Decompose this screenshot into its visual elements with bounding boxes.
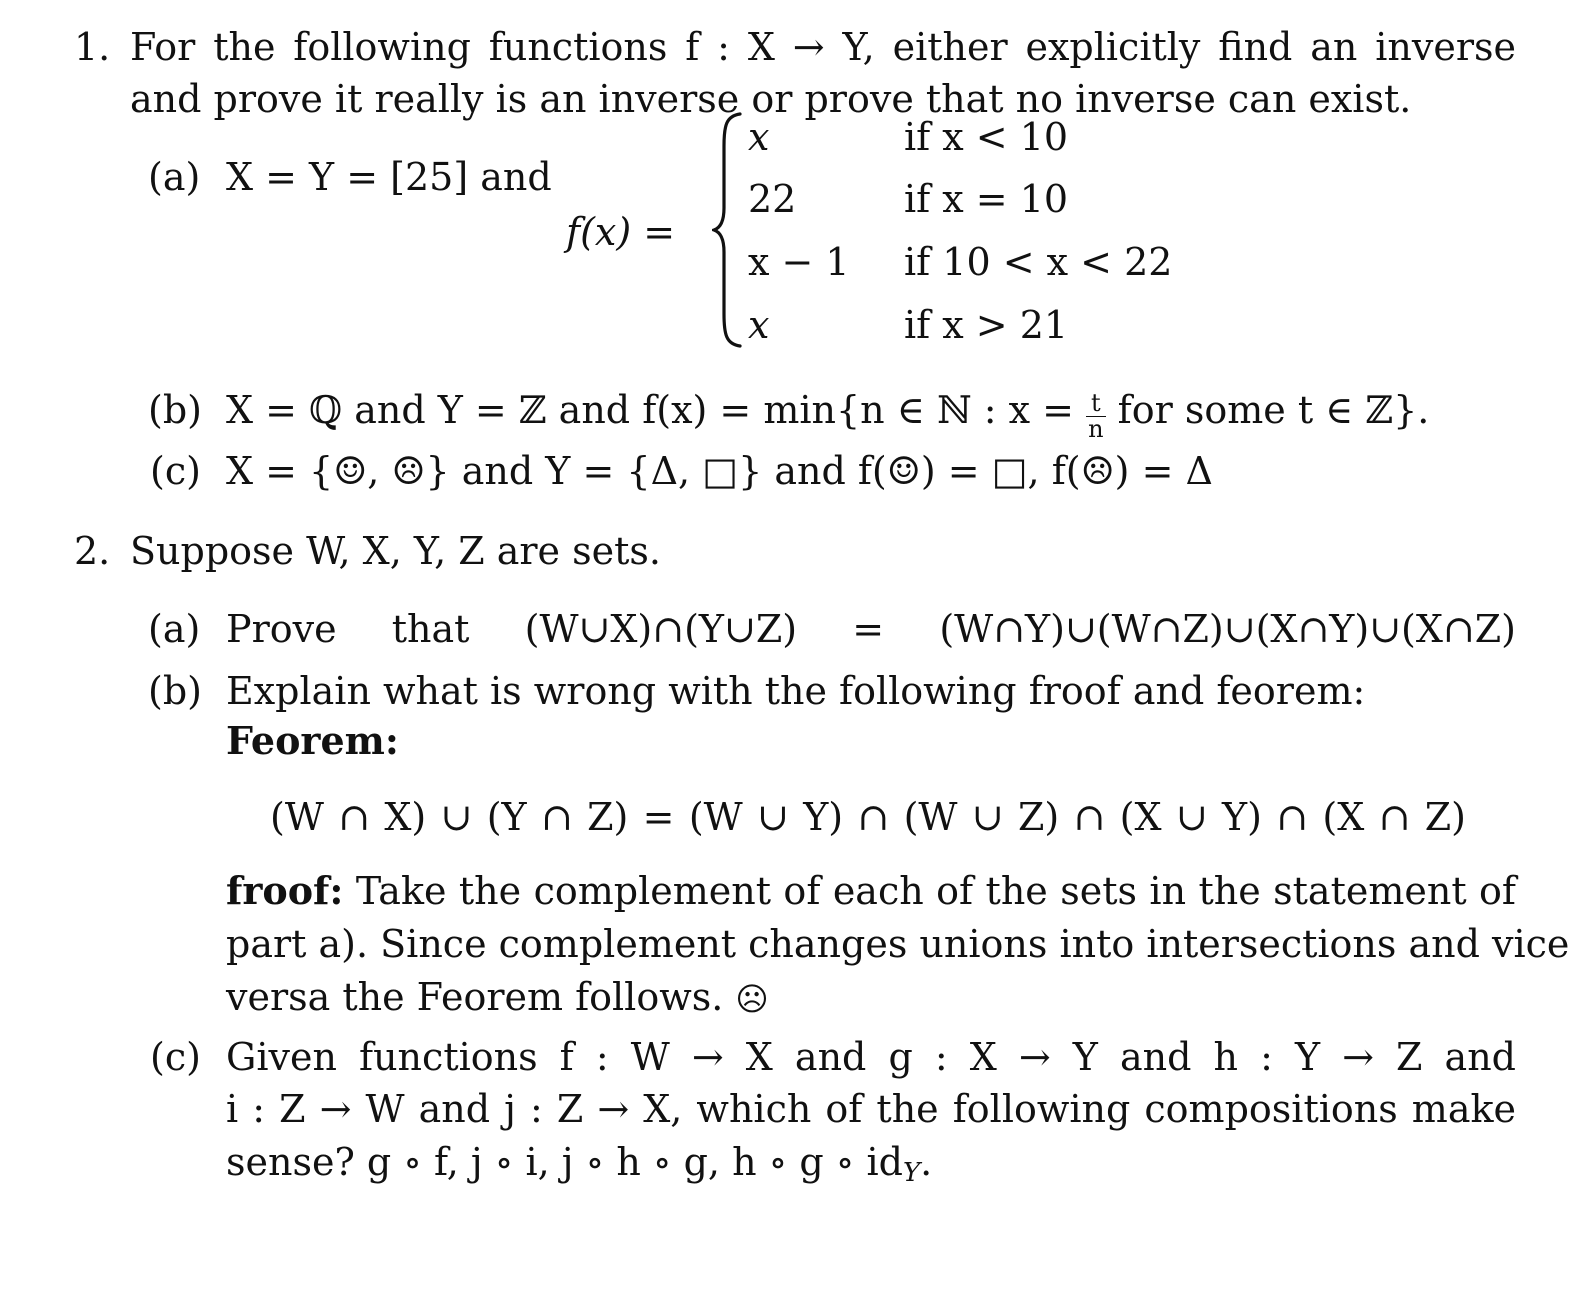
froof-line-3-text: versa the Feorem follows. xyxy=(226,975,724,1019)
fraction-t-over-n xyxy=(1086,391,1105,442)
froof-line-3 xyxy=(226,975,769,1019)
case-1-condition: if x < 10 xyxy=(904,115,1069,159)
problem-1-number: 1. xyxy=(74,25,111,69)
froof-line-1 xyxy=(226,868,1516,913)
problem-2-intro: Suppose W, X, Y, Z are sets. xyxy=(130,529,661,573)
case-2-condition: if x = 10 xyxy=(904,177,1069,221)
part-2c-line-3-text: sense? g ∘ f, j ∘ i, j ∘ h ∘ g, h ∘ g ∘ id xyxy=(226,1140,903,1184)
feorem-statement: (W ∩ X) ∪ (Y ∩ Z) = (W ∪ Y) ∩ (W ∪ Z) ∩ (X ∪ Y) ∩ (X ∩ Z) xyxy=(270,795,1466,839)
part-1b-text-after: for some t ∈ ℤ}. xyxy=(1117,388,1430,433)
piecewise-brace xyxy=(712,112,744,348)
part-2a-label: (a) xyxy=(148,607,201,651)
case-2-value: 22 xyxy=(748,177,797,221)
fraction-denominator: n xyxy=(1088,415,1104,444)
part-1a-text: X = Y = [25] and xyxy=(226,155,552,199)
part-1c-text: X = {☺, ☹} and Y = {Δ, □} and f(☺) = □, f(☹) = Δ xyxy=(226,449,1213,493)
part-1b-expression xyxy=(226,388,1430,444)
froof-label: froof: xyxy=(226,868,344,913)
part-1b-label: (b) xyxy=(148,388,202,432)
problem-1-intro-line-2: and prove it really is an inverse or prove that no inverse can exist. xyxy=(130,77,1412,121)
part-2a-text: Prove that (W∪X)∩(Y∪Z) = (W∩Y)∪(W∩Z)∪(X∩Y)∪(X∩Z) xyxy=(226,607,1516,651)
frowning-face-icon: ☹ xyxy=(735,980,769,1018)
part-1a-label: (a) xyxy=(148,155,201,199)
case-3-value: x − 1 xyxy=(748,240,850,284)
part-1c-label: (c) xyxy=(150,449,201,493)
part-2c-line-2: i : Z → W and j : Z → X, which of the following compositions make xyxy=(226,1087,1516,1131)
feorem-label: Feorem: xyxy=(226,718,399,763)
id-subscript: Y xyxy=(902,1158,921,1188)
froof-line-1-text: Take the complement of each of the sets in the statement of xyxy=(355,869,1516,913)
problem-1-intro-line-1: For the following functions f : X → Y, either explicitly find an inverse xyxy=(130,25,1516,69)
part-2c-line-3-end: . xyxy=(920,1140,933,1184)
case-4-value: x xyxy=(748,303,770,347)
part-2c-line-1: Given functions f : W → X and g : X → Y and h : Y → Z and xyxy=(226,1035,1516,1079)
case-1-value: x xyxy=(748,115,770,159)
case-3-condition: if 10 < x < 22 xyxy=(904,240,1173,284)
problem-2-number: 2. xyxy=(74,529,111,573)
case-4-condition: if x > 21 xyxy=(904,303,1069,347)
part-2c-label: (c) xyxy=(150,1035,201,1079)
part-2c-line-3 xyxy=(226,1140,933,1188)
function-lhs: f(x) = xyxy=(566,210,676,254)
part-2b-label: (b) xyxy=(148,669,202,713)
part-2b-text: Explain what is wrong with the following froof and feorem: xyxy=(226,669,1366,713)
fraction-numerator: t xyxy=(1086,391,1105,417)
part-1b-text-before: X = ℚ and Y = ℤ and f(x) = min{n ∈ ℕ : x = xyxy=(226,388,1074,433)
froof-line-2: part a). Since complement changes unions into intersections and vice xyxy=(226,922,1570,966)
